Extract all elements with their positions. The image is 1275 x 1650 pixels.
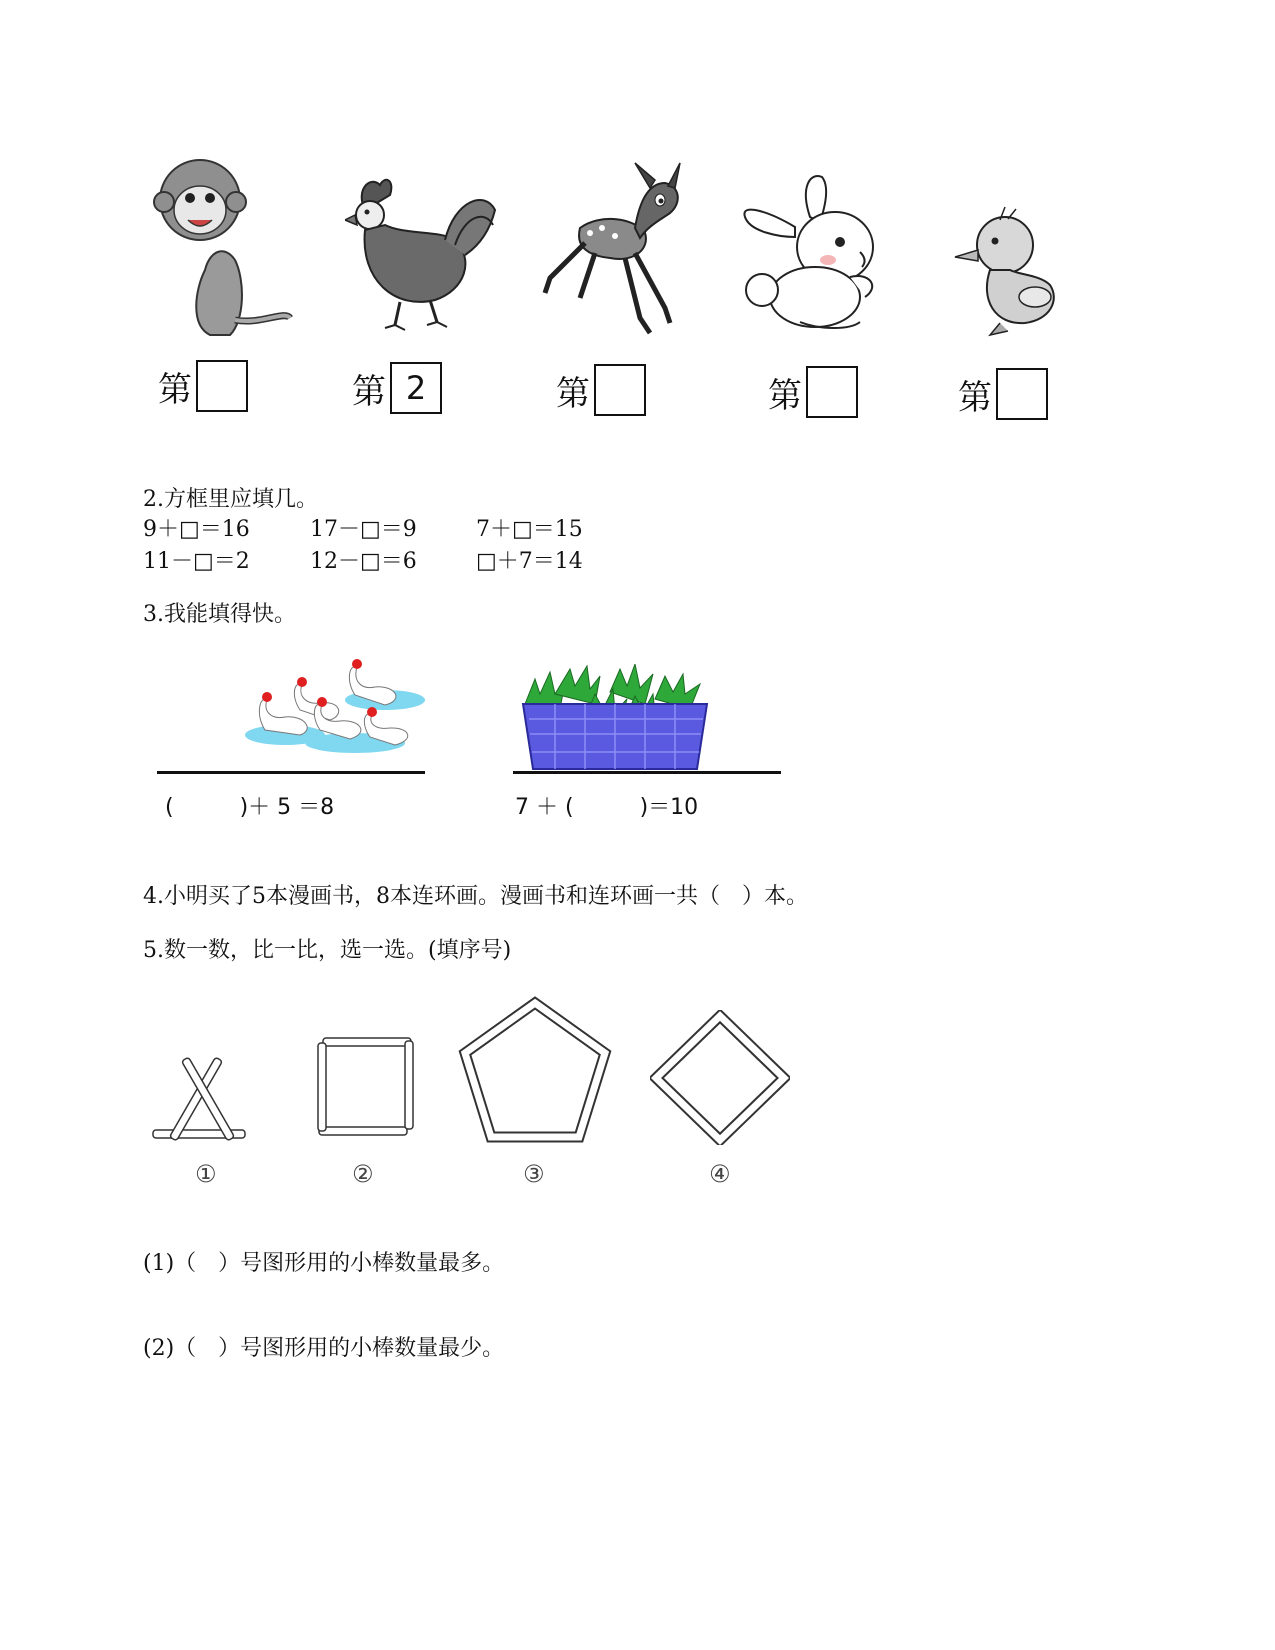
ordinal-prefix: 第 bbox=[556, 373, 590, 414]
ordinal-answer-box[interactable] bbox=[806, 366, 858, 418]
question-3-left-baseline bbox=[157, 771, 425, 774]
question-3-left-equation[interactable]: ( )＋ 5 ＝8 bbox=[165, 795, 335, 820]
ordinal-box-fawn[interactable] bbox=[556, 364, 646, 416]
question-3-right-baseline bbox=[513, 771, 781, 774]
question-3-right-equation[interactable]: 7 ＋ ( )＝10 bbox=[515, 795, 699, 820]
ordinal-prefix: 第 bbox=[768, 375, 802, 416]
triangle-sticks-figure bbox=[150, 1050, 255, 1145]
ordinal-box-rooster[interactable] bbox=[352, 362, 442, 414]
square-sticks-figure bbox=[315, 1035, 415, 1140]
ordinal-answer-box[interactable] bbox=[196, 360, 248, 412]
ordinal-prefix: 第 bbox=[958, 377, 992, 418]
fawn-illustration bbox=[540, 158, 690, 338]
figure-label-4: ④ bbox=[709, 1160, 731, 1188]
vegetable-basket-illustration bbox=[515, 664, 715, 774]
ordinal-prefix: 第 bbox=[158, 369, 192, 410]
pentagon-sticks-figure bbox=[455, 995, 615, 1145]
equation-r1c1: 9＋□＝16 bbox=[143, 517, 250, 542]
ordinal-answer-box[interactable] bbox=[594, 364, 646, 416]
ordinal-answer-box[interactable] bbox=[996, 368, 1048, 420]
swans-illustration bbox=[245, 655, 430, 755]
figure-label-1: ① bbox=[195, 1160, 217, 1188]
monkey-illustration bbox=[150, 150, 300, 340]
question-5-sub1: (1)（ ）号图形用的小棒数量最多。 bbox=[143, 1251, 505, 1276]
question-2-title: 2.方框里应填几。 bbox=[143, 487, 318, 512]
figure-label-3: ③ bbox=[523, 1160, 545, 1188]
diamond-sticks-figure bbox=[650, 1010, 790, 1145]
ordinal-prefix: 第 bbox=[352, 371, 386, 412]
rooster-illustration bbox=[345, 170, 505, 335]
question-5-title: 5.数一数，比一比，选一选。(填序号) bbox=[143, 938, 512, 963]
question-4-text: 4.小明买了5本漫画书，8本连环画。漫画书和连环画一共（ ）本。 bbox=[143, 884, 808, 909]
ordinal-box-rabbit[interactable] bbox=[768, 366, 858, 418]
ordinal-box-monkey[interactable] bbox=[158, 360, 248, 412]
rabbit-illustration bbox=[740, 172, 890, 337]
ordinal-answer-box[interactable]: 2 bbox=[390, 362, 442, 414]
duckling-illustration bbox=[950, 205, 1070, 340]
equation-r2c2: 12－□＝6 bbox=[310, 549, 417, 574]
question-3-title: 3.我能填得快。 bbox=[143, 602, 296, 627]
equation-r1c3: 7＋□＝15 bbox=[476, 517, 583, 542]
equation-r2c3: □＋7＝14 bbox=[476, 549, 583, 574]
equation-r1c2: 17－□＝9 bbox=[310, 517, 417, 542]
question-5-sub2: (2)（ ）号图形用的小棒数量最少。 bbox=[143, 1336, 505, 1361]
ordinal-box-duckling[interactable] bbox=[958, 368, 1048, 420]
equation-r2c1: 11－□＝2 bbox=[143, 549, 250, 574]
figure-label-2: ② bbox=[352, 1160, 374, 1188]
